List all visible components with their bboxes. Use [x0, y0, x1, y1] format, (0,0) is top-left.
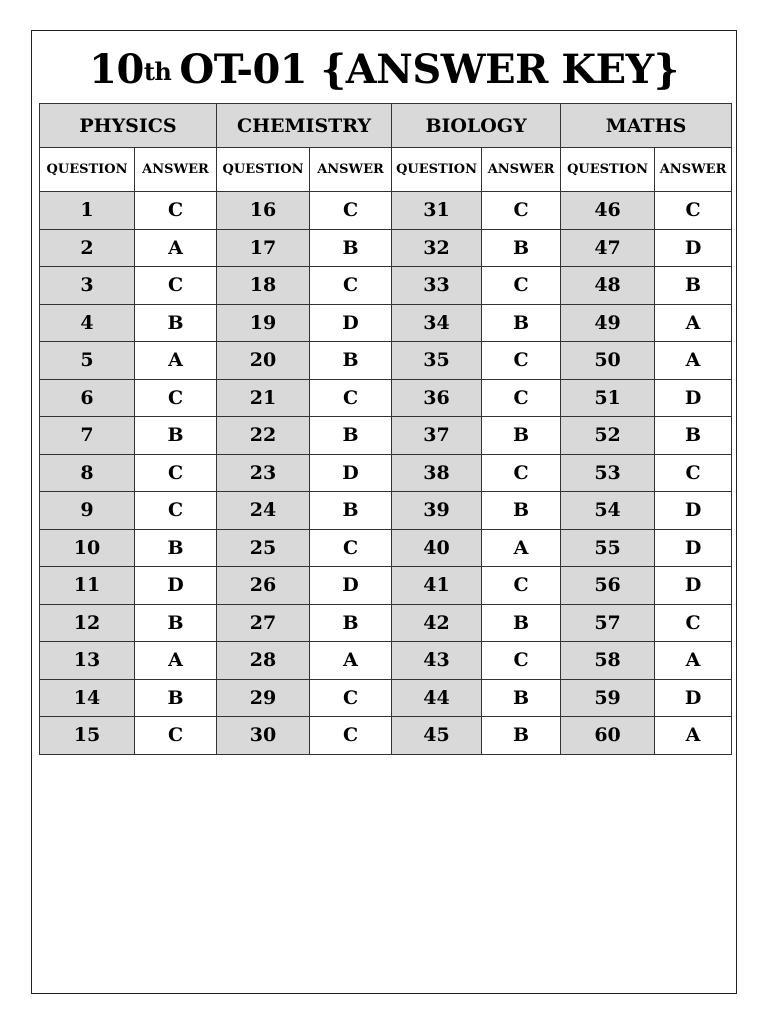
- answer-cell: C: [310, 379, 392, 417]
- answer-cell: C: [310, 267, 392, 305]
- answer-cell: D: [655, 492, 732, 530]
- answer-cell: C: [482, 454, 561, 492]
- answer-cell: C: [482, 642, 561, 680]
- answer-cell: A: [310, 642, 392, 680]
- answer-cell: A: [135, 342, 217, 380]
- answer-cell: D: [655, 567, 732, 605]
- title-superscript: th: [143, 57, 172, 86]
- answer-cell: A: [655, 342, 732, 380]
- answer-cell: C: [482, 192, 561, 230]
- question-number-cell: 30: [217, 717, 310, 755]
- question-number-cell: 16: [217, 192, 310, 230]
- answer-cell: A: [482, 529, 561, 567]
- answer-cell: D: [135, 567, 217, 605]
- answer-cell: C: [135, 454, 217, 492]
- answer-cell: C: [482, 379, 561, 417]
- question-number-cell: 47: [561, 229, 655, 267]
- subject-maths-header: MATHS: [561, 104, 732, 148]
- answer-cell: C: [655, 454, 732, 492]
- answer-cell: A: [135, 229, 217, 267]
- question-number-cell: 37: [392, 417, 482, 455]
- question-number-cell: 33: [392, 267, 482, 305]
- question-number-cell: 20: [217, 342, 310, 380]
- answer-cell: B: [135, 529, 217, 567]
- answer-cell: D: [655, 229, 732, 267]
- question-number-cell: 25: [217, 529, 310, 567]
- subject-header-row: [40, 104, 732, 148]
- question-number-cell: 43: [392, 642, 482, 680]
- question-number-cell: 18: [217, 267, 310, 305]
- answer-cell: B: [482, 229, 561, 267]
- question-number-cell: 32: [392, 229, 482, 267]
- question-number-cell: 12: [40, 604, 135, 642]
- answer-cell: C: [135, 717, 217, 755]
- question-number-cell: 19: [217, 304, 310, 342]
- answer-cell: C: [482, 342, 561, 380]
- question-number-cell: 54: [561, 492, 655, 530]
- answer-cell: C: [135, 492, 217, 530]
- question-number-cell: 60: [561, 717, 655, 755]
- table-row: [40, 642, 732, 680]
- answer-cell: B: [482, 304, 561, 342]
- answer-column-header: ANSWER: [135, 148, 217, 192]
- table-row: [40, 717, 732, 755]
- subject-physics-header: PHYSICS: [40, 104, 217, 148]
- answer-key-table: [39, 103, 732, 755]
- question-number-cell: 21: [217, 379, 310, 417]
- answer-cell: A: [655, 717, 732, 755]
- answer-cell: B: [655, 417, 732, 455]
- table-row: [40, 342, 732, 380]
- question-number-cell: 4: [40, 304, 135, 342]
- table-row: [40, 492, 732, 530]
- answer-cell: B: [135, 417, 217, 455]
- answer-key-body: [40, 104, 732, 755]
- question-number-cell: 41: [392, 567, 482, 605]
- column-header-row: [40, 148, 732, 192]
- question-column-header: QUESTION: [561, 148, 655, 192]
- question-number-cell: 34: [392, 304, 482, 342]
- answer-column-header: ANSWER: [655, 148, 732, 192]
- answer-cell: C: [655, 604, 732, 642]
- table-row: [40, 529, 732, 567]
- answer-column-header: ANSWER: [482, 148, 561, 192]
- answer-cell: B: [655, 267, 732, 305]
- answer-cell: D: [655, 529, 732, 567]
- question-number-cell: 31: [392, 192, 482, 230]
- question-number-cell: 27: [217, 604, 310, 642]
- answer-cell: B: [482, 604, 561, 642]
- answer-cell: D: [655, 679, 732, 717]
- answer-cell: A: [135, 642, 217, 680]
- answer-cell: C: [482, 567, 561, 605]
- question-number-cell: 36: [392, 379, 482, 417]
- table-row: [40, 379, 732, 417]
- question-number-cell: 58: [561, 642, 655, 680]
- table-row: [40, 304, 732, 342]
- question-number-cell: 14: [40, 679, 135, 717]
- question-number-cell: 56: [561, 567, 655, 605]
- table-row: [40, 567, 732, 605]
- question-column-header: QUESTION: [217, 148, 310, 192]
- answer-cell: B: [310, 604, 392, 642]
- answer-cell: C: [655, 192, 732, 230]
- answer-cell: C: [135, 192, 217, 230]
- answer-cell: B: [310, 229, 392, 267]
- question-column-header: QUESTION: [392, 148, 482, 192]
- question-number-cell: 23: [217, 454, 310, 492]
- question-number-cell: 29: [217, 679, 310, 717]
- question-number-cell: 13: [40, 642, 135, 680]
- question-column-header: QUESTION: [40, 148, 135, 192]
- question-number-cell: 24: [217, 492, 310, 530]
- answer-cell: C: [482, 267, 561, 305]
- question-number-cell: 44: [392, 679, 482, 717]
- answer-cell: C: [310, 717, 392, 755]
- question-number-cell: 28: [217, 642, 310, 680]
- answer-cell: B: [135, 604, 217, 642]
- question-number-cell: 26: [217, 567, 310, 605]
- question-number-cell: 5: [40, 342, 135, 380]
- question-number-cell: 46: [561, 192, 655, 230]
- table-row: [40, 679, 732, 717]
- question-number-cell: 50: [561, 342, 655, 380]
- answer-cell: D: [655, 379, 732, 417]
- question-number-cell: 51: [561, 379, 655, 417]
- question-number-cell: 22: [217, 417, 310, 455]
- answer-cell: B: [482, 417, 561, 455]
- question-number-cell: 1: [40, 192, 135, 230]
- question-number-cell: 49: [561, 304, 655, 342]
- answer-cell: D: [310, 454, 392, 492]
- table-row: [40, 229, 732, 267]
- answer-cell: D: [310, 304, 392, 342]
- answer-cell: B: [310, 342, 392, 380]
- question-number-cell: 7: [40, 417, 135, 455]
- question-number-cell: 35: [392, 342, 482, 380]
- question-number-cell: 42: [392, 604, 482, 642]
- answer-cell: B: [135, 304, 217, 342]
- answer-cell: C: [310, 679, 392, 717]
- question-number-cell: 3: [40, 267, 135, 305]
- question-number-cell: 10: [40, 529, 135, 567]
- answer-cell: B: [135, 679, 217, 717]
- answer-cell: C: [135, 267, 217, 305]
- table-row: [40, 192, 732, 230]
- question-number-cell: 53: [561, 454, 655, 492]
- table-row: [40, 604, 732, 642]
- answer-cell: B: [482, 492, 561, 530]
- table-row: [40, 454, 732, 492]
- answer-cell: A: [655, 304, 732, 342]
- answer-cell: B: [310, 492, 392, 530]
- question-number-cell: 57: [561, 604, 655, 642]
- answer-cell: B: [310, 417, 392, 455]
- question-number-cell: 8: [40, 454, 135, 492]
- question-number-cell: 48: [561, 267, 655, 305]
- question-number-cell: 15: [40, 717, 135, 755]
- question-number-cell: 39: [392, 492, 482, 530]
- answer-cell: C: [135, 379, 217, 417]
- question-number-cell: 59: [561, 679, 655, 717]
- question-number-cell: 52: [561, 417, 655, 455]
- title-prefix: 10: [89, 46, 144, 93]
- table-row: [40, 267, 732, 305]
- question-number-cell: 45: [392, 717, 482, 755]
- table-row: [40, 417, 732, 455]
- question-number-cell: 40: [392, 529, 482, 567]
- question-number-cell: 38: [392, 454, 482, 492]
- question-number-cell: 17: [217, 229, 310, 267]
- page-title: [31, 44, 737, 96]
- answer-cell: C: [310, 529, 392, 567]
- answer-cell: B: [482, 679, 561, 717]
- answer-cell: A: [655, 642, 732, 680]
- question-number-cell: 2: [40, 229, 135, 267]
- answer-cell: C: [310, 192, 392, 230]
- question-number-cell: 9: [40, 492, 135, 530]
- subject-biology-header: BIOLOGY: [392, 104, 561, 148]
- answer-cell: D: [310, 567, 392, 605]
- question-number-cell: 6: [40, 379, 135, 417]
- subject-chemistry-header: CHEMISTRY: [217, 104, 392, 148]
- question-number-cell: 11: [40, 567, 135, 605]
- answer-cell: B: [482, 717, 561, 755]
- title-rest: OT-01 {ANSWER KEY}: [179, 46, 679, 93]
- answer-column-header: ANSWER: [310, 148, 392, 192]
- question-number-cell: 55: [561, 529, 655, 567]
